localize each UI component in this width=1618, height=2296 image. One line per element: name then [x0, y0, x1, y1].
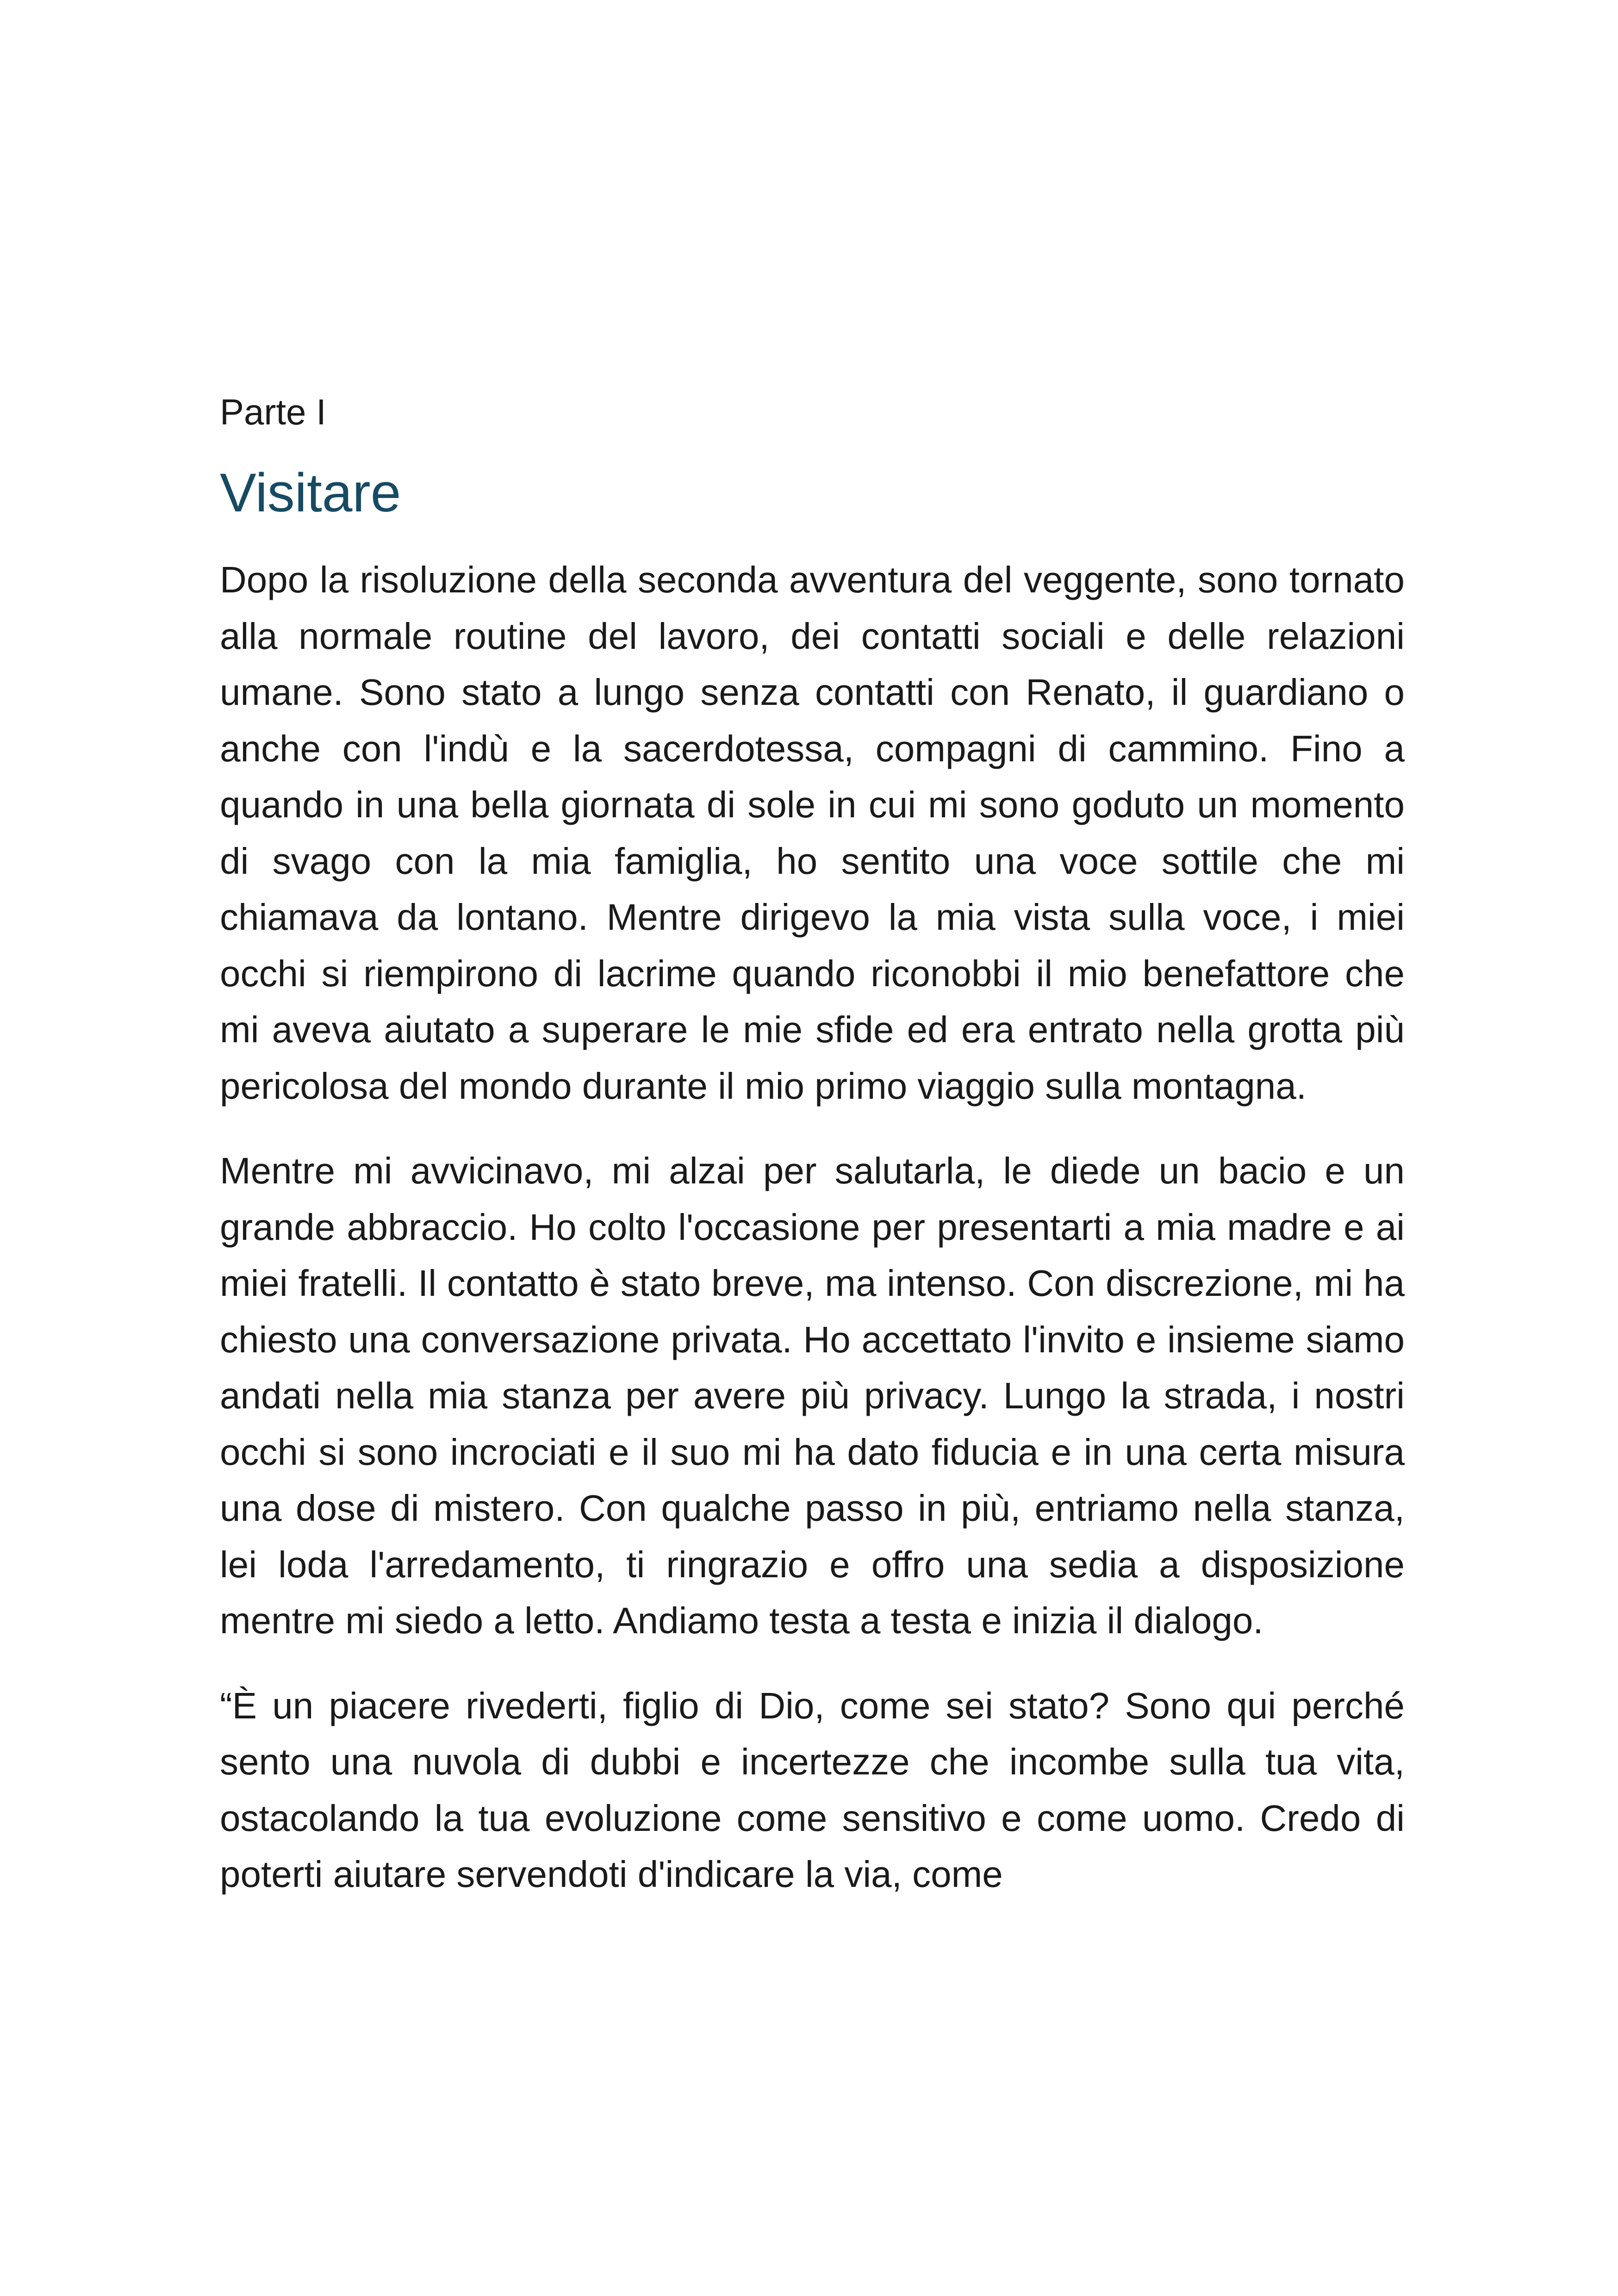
page-content	[220, 389, 1405, 1931]
paragraph-1: Dopo la risoluzione della seconda avventura del veggente, sono tornato alla normale routine del lavoro, dei contatti sociali e delle relazioni umane. Sono stato a lungo senza contatti con Renato, il guardiano o anche con l'indù e la sacerdotessa, compagni di cammino. Fino a quando in una bella giornata di sole in cui mi sono goduto un momento di svago con la mia famiglia, ho sentito una voce sottile che mi chiamava da lontano. Mentre dirigevo la mia vista sulla voce, i miei occhi si riempirono di lacrime quando riconobbi il mio benefattore che mi aveva aiutato a superare le mie sfide ed era entrato nella grotta più pericolosa del mondo durante il mio primo viaggio sulla montagna.	[220, 559, 1405, 1107]
paragraph-2: Mentre mi avvicinavo, mi alzai per salutarla, le diede un bacio e un grande abbraccio. Ho colto l'occasione per presentarti a mia madre e ai miei fratelli. Il contatto è stato breve, ma intenso. Con discrezione, mi ha chiesto una conversazione privata. Ho accettato l'invito e insieme siamo andati nella mia stanza per avere più privacy. Lungo la strada, i nostri occhi si sono incrociati e il suo mi ha dato fiducia e in una certa misura una dose di mistero. Con qualche passo in più, entriamo nella stanza, lei loda l'arredamento, ti ringrazio e offro una sedia a disposizione mentre mi siedo a letto. Andiamo testa a testa e inizia il dialogo.	[220, 1150, 1405, 1641]
part-label: Parte I	[220, 392, 326, 432]
chapter-title: Visitare	[220, 462, 401, 523]
paragraph-3: “È un piacere rivederti, figlio di Dio, come sei stato? Sono qui perché sento una nuvola di dubbi e incertezze che incombe sulla tua vita, ostacolando la tua evoluzione come sensitivo e come uomo. Credo di poterti aiutare servendoti d'indicare la via, come	[220, 1685, 1405, 1895]
